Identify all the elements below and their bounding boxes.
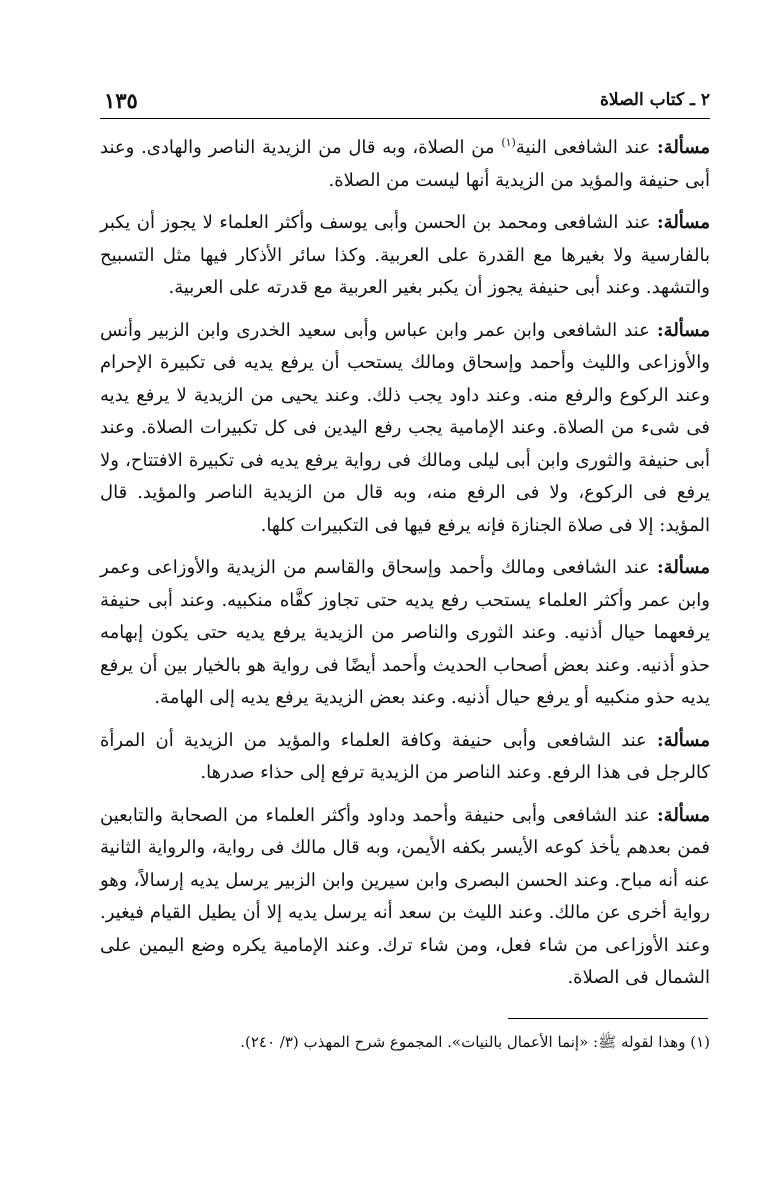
- masala-heading: مسألة:: [657, 557, 710, 578]
- paragraph-text: عند الشافعى ومالك وأحمد وإسحاق والقاسم من الزيدية والأوزاعى وعمر وابن عمر وأكثر العلماء يستحب رفع يديه حتى تجاوز كفَّاه منكبيه. وعند أبى حنيفة يرفعهما حيال أذنيه. وعند الثورى والناصر من الزيدية يرفع يديه حتى يكون إبهامه حذو أذنيه. وعند بعض أصحاب الحديث وأحمد أيضًا فى رواية هو بالخيار بين أن يرفع يديه حذو منكبيه أو يرفع حيال أذنيه. وعند بعض الزيدية يرفع يديه إلى الهامة.: [100, 557, 710, 708]
- paragraph: [100, 725, 710, 790]
- page-body: [100, 132, 710, 1005]
- paragraph-text: عند الشافعى وأبى حنيفة وكافة العلماء والمؤيد من الزيدية أن المرأة كالرجل فى هذا الرفع. وعند الناصر من الزيدية ترفع إلى حذاء صدرها.: [100, 729, 710, 783]
- masala-heading: مسألة:: [657, 319, 710, 341]
- paragraph: [100, 207, 710, 305]
- masala-heading: مسألة:: [657, 729, 710, 751]
- paragraph-text: عند الشافعى النية: [515, 137, 658, 158]
- paragraph-text: عند الشافعى وابن عمر وابن عباس وأبى سعيد الخدرى وابن الزبير وأنس والأوزاعى والليث وأحمد وإسحاق ومالك يستحب أن يرفع يديه فى تكبيرة الإحرام وعند الركوع والرفع منه. وعند داود يجب ذلك. وعند يحيى من الزيدية لا يرفع يديه فى شىء من الصلاة. وعند الإمامية يجب رفع اليدين فى كل تكبيرات الصلاة. وعند أبى حنيفة والثورى وابن أبى ليلى ومالك فى رواية يرفع يديه فى تكبيرة الافتتاح، ولا يرفع فى الركوع، ولا فى الرفع منه، وبه قال من الزيدية الناصر والمؤيد. قال المؤيد: إلا فى صلاة الجنازة فإنه يرفع فيها فى التكبيرات كلها.: [100, 319, 710, 536]
- footnote-marker[interactable]: (١): [501, 136, 516, 149]
- footnote-divider: [508, 1018, 708, 1019]
- paragraph: [100, 800, 710, 995]
- footnote: (١) وهذا لقوله ﷺ: «إنما الأعمال بالنيات». المجموع شرح المهذب (٣/ ٢٤٠).: [240, 1033, 710, 1051]
- masala-heading: مسألة:: [657, 137, 710, 158]
- masala-heading: مسألة:: [657, 804, 710, 826]
- paragraph: [100, 552, 710, 715]
- masala-heading: مسألة:: [657, 212, 710, 233]
- paragraph-text: عند الشافعى وأبى حنيفة وأحمد وداود وأكثر العلماء من الصحابة والتابعين فمن بعدهم يأخذ كوعه الأيسر بكفه الأيمن، وبه قال مالك فى رواية، والرواية الثانية عنه أنه مباح. وعند الحسن البصرى وابن سيرين وابن الزبير يرسل يديه إرسالاً، وهو رواية أخرى عن مالك. وعند الليث بن سعد أنه يرسل يديه إلا أن يطيل القيام فيغير. وعند الأوزاعى من شاء فعل، ومن شاء ترك. وعند الإمامية يكره وضع اليمين على الشمال فى الصلاة.: [100, 804, 710, 988]
- page-number: ١٣٥: [104, 88, 138, 113]
- running-header: [100, 88, 710, 119]
- chapter-title: ٢ ـ كتاب الصلاة: [600, 90, 710, 110]
- paragraph: [100, 315, 710, 543]
- paragraph: [100, 132, 710, 197]
- paragraph-text: من الصلاة، وبه قال من الزيدية الناصر والهادى. وعند أبى حنيفة والمؤيد من الزيدية أنها ليست من الصلاة.: [100, 137, 710, 191]
- paragraph-text: عند الشافعى ومحمد بن الحسن وأبى يوسف وأكثر العلماء لا يجوز أن يكبر بالفارسية ولا بغيرها مع القدرة على العربية. وكذا سائر الأذكار فيها مثل التسبيح والتشهد. وعند أبى حنيفة يجوز أن يكبر بغير العربية مع قدرته على العربية.: [100, 212, 710, 298]
